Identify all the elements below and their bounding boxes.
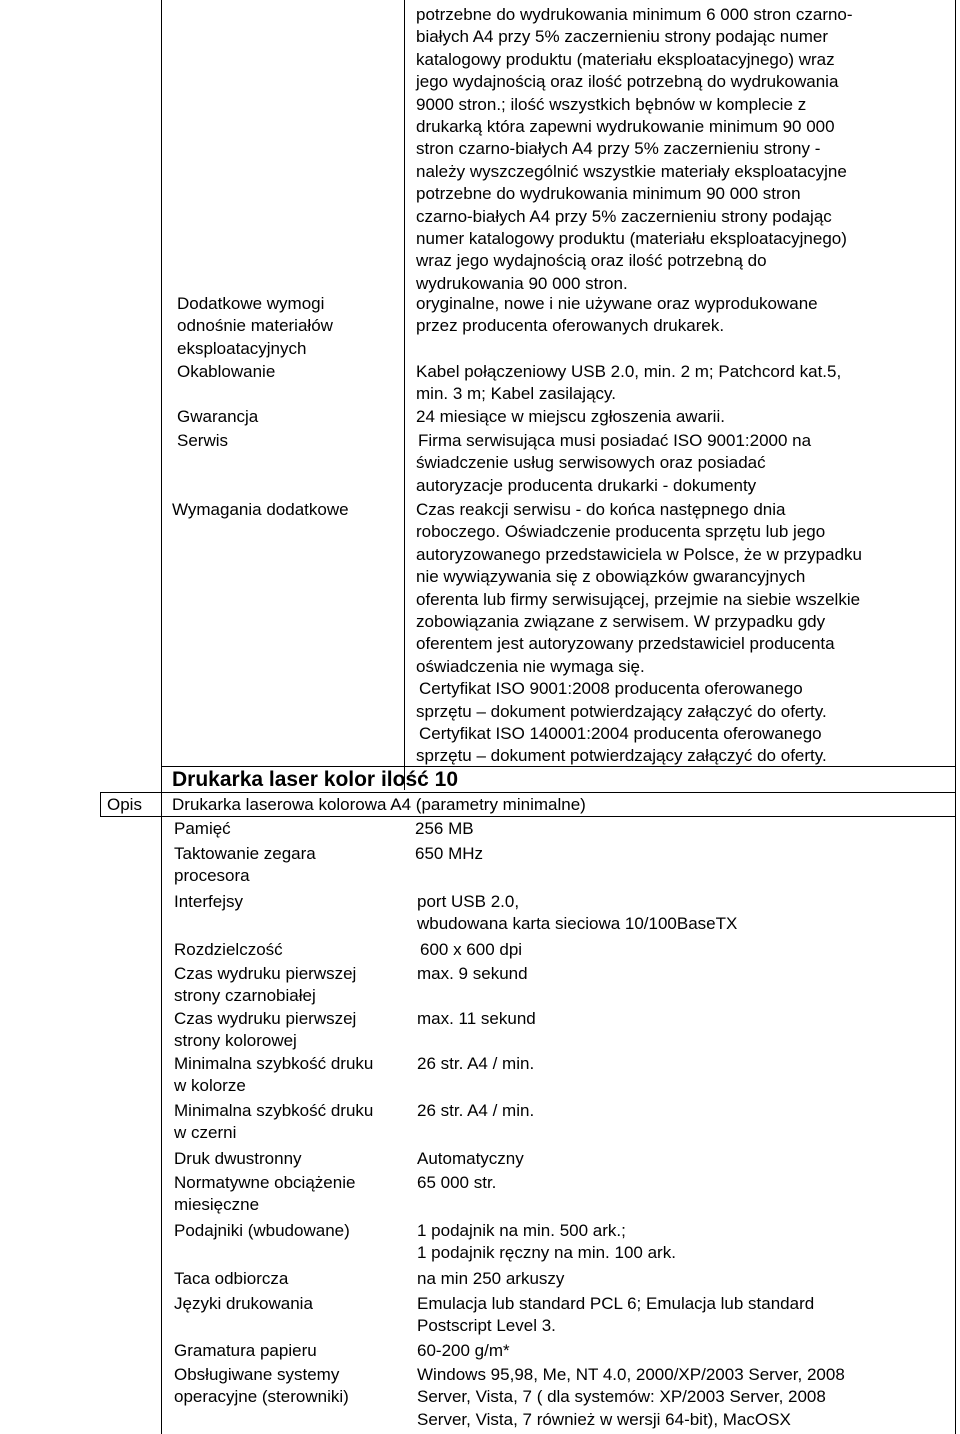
row-label-wymagania-dodatkowe — [172, 499, 349, 521]
row-value-wymagania-dodatkowe — [416, 499, 862, 768]
text-line: na min 250 arkuszy — [417, 1269, 565, 1288]
text-line: 600 x 600 dpi — [420, 940, 523, 959]
spec-value-szybkosc-kolor — [417, 1053, 534, 1075]
text-line: 1 podajnik na min. 500 ark.; — [417, 1221, 626, 1240]
text-line: Okablowanie — [177, 362, 276, 381]
text-line: 24 miesiące w miejscu zgłoszenia awarii. — [416, 407, 725, 426]
row-label-okablowanie — [177, 361, 275, 383]
text-line: Języki drukowania — [174, 1294, 313, 1313]
row-value-okablowanie — [416, 361, 841, 406]
text-line: autoryzacje producenta drukarki - dokumenty — [416, 475, 757, 495]
spec-label-czas-kolorowej — [174, 1008, 356, 1053]
table-column-divider — [404, 0, 405, 790]
text-line: Pamięć — [174, 819, 231, 838]
text-line: świadczenie usług serwisowych oraz posiadać — [416, 453, 766, 473]
spec-value-taca — [417, 1268, 564, 1290]
text-line: sprzętu – dokument potwierdzający załączyć do oferty. — [416, 746, 827, 766]
spec-value-jezyki — [417, 1293, 814, 1338]
table-left-border — [161, 0, 162, 1434]
text-line: 65 000 str. — [417, 1173, 497, 1192]
text-line: katalogowy produktu (materiału eksploatacyjnego) wraz — [416, 49, 835, 69]
text-line: oświadczenia nie wymaga się. — [416, 656, 645, 676]
text-line: port USB 2.0, — [417, 892, 520, 911]
spec-label-gramatura — [174, 1340, 317, 1362]
text-line: 1 podajnik ręczny na min. 100 ark. — [417, 1243, 676, 1263]
spec-value-systemy — [417, 1364, 845, 1431]
text-line: potrzebne do wydrukowania minimum 6 000 stron czarno- — [416, 5, 853, 24]
text-line: Certyfikat ISO 140001:2004 producenta oferowanego — [419, 724, 822, 744]
text-line: sprzętu – dokument potwierdzający załączyć do oferty. — [416, 701, 827, 721]
spec-value-podajniki — [417, 1220, 676, 1265]
text-line: Normatywne obciążenie — [174, 1173, 356, 1192]
text-line: Kabel połączeniowy USB 2.0, min. 2 m; Patchcord kat.5, — [416, 362, 842, 381]
text-line: białych A4 przy 5% zaczernieniu strony podając numer — [416, 27, 828, 47]
spec-value-interfejsy — [417, 891, 737, 936]
text-line: Automatyczny — [417, 1149, 524, 1168]
text-line: 9000 stron.; ilość wszystkich bębnów w komplecie z — [416, 94, 807, 114]
text-line: Podajniki (wbudowane) — [174, 1221, 350, 1240]
spec-label-szybkosc-kolor — [174, 1053, 406, 1098]
spec-label-interfejsy — [174, 891, 243, 913]
text-line: Czas reakcji serwisu - do końca następnego dnia — [416, 500, 786, 519]
text-line: czarno-białych A4 przy 5% zaczernieniu strony podając — [416, 206, 832, 226]
text-line: Minimalna szybkość druku — [174, 1054, 374, 1073]
text-line: Wymagania dodatkowe — [172, 500, 349, 519]
text-line: odnośnie materiałów — [177, 316, 333, 336]
text-line: drukarką która zapewni wydrukowanie minimum 90 000 — [416, 117, 835, 137]
text-line: oferenta lub firmy serwisującej, przejmie na siebie wszelkie — [416, 589, 861, 609]
text-line: jego wydajnością oraz ilość potrzebną do wydrukowania — [416, 72, 839, 92]
spec-label-szybkosc-czern — [174, 1100, 406, 1145]
text-line: wraz jego wydajnością oraz ilość potrzebną do — [416, 251, 767, 271]
row-value-gwarancja — [416, 406, 725, 428]
opis-label: Opis — [107, 795, 142, 814]
opis-left-border — [100, 792, 101, 816]
section-heading: Drukarka laser kolor ilość 10 — [172, 768, 458, 791]
text-line: Taca odbiorcza — [174, 1269, 289, 1288]
text-line: Server, Vista, 7 również w wersji 64-bit), MacOSX — [417, 1409, 791, 1429]
text-line: w czerni — [174, 1123, 237, 1143]
spec-value-gramatura — [417, 1340, 510, 1362]
text-line: Rozdzielczość — [174, 940, 283, 959]
text-line: autoryzowanego przedstawiciela w Polsce, że w przypadku — [416, 544, 863, 564]
text-line: Certyfikat ISO 9001:2008 producenta oferowanego — [419, 679, 803, 699]
text-line: Druk dwustronny — [174, 1149, 302, 1168]
text-line: 60-200 g/m* — [417, 1341, 510, 1360]
text-line: Czas wydruku pierwszej — [174, 1009, 357, 1028]
continuation-text — [416, 4, 946, 295]
text-line: potrzebne do wydrukowania minimum 90 000 stron — [416, 184, 801, 204]
opis-value: Drukarka laserowa kolorowa A4 (parametry minimalne) — [172, 795, 586, 814]
text-line: eksploatacyjnych — [177, 338, 307, 358]
spec-label-druk-dwustronny — [174, 1148, 302, 1170]
text-line: Interfejsy — [174, 892, 243, 911]
row-label-dodatkowe-wymogi — [177, 293, 333, 360]
spec-label-systemy — [174, 1364, 349, 1409]
spec-label-taktowanie — [174, 843, 316, 888]
text-line: 26 str. A4 / min. — [417, 1054, 535, 1073]
text-line: Postscript Level 3. — [417, 1316, 556, 1336]
text-line: oryginalne, nowe i nie używane oraz wyprodukowane — [416, 294, 818, 313]
text-line: Emulacja lub standard PCL 6; Emulacja lub standard — [417, 1294, 815, 1313]
text-line: Windows 95,98, Me, NT 4.0, 2000/XP/2003 Server, 2008 — [417, 1365, 845, 1384]
spec-value-szybkosc-czern — [417, 1100, 534, 1122]
text-line: należy wyszczególnić wszystkie materiały eksploatacyjne — [416, 161, 847, 181]
text-line: Minimalna szybkość druku — [174, 1101, 374, 1120]
text-line: oferentem jest autoryzowany przedstawiciel producenta — [416, 634, 835, 654]
spec-value-taktowanie — [415, 843, 483, 865]
text-line: nie wywiązywania się z obowiązków gwarancyjnych — [416, 567, 806, 587]
text-line: Taktowanie zegara — [174, 844, 316, 863]
spec-value-obciazenie — [417, 1172, 496, 1194]
text-line: przez producenta oferowanych drukarek. — [416, 316, 725, 336]
text-line: w kolorze — [174, 1076, 246, 1096]
spec-label-taca — [174, 1268, 288, 1290]
text-line: roboczego. Oświadczenie producenta sprzętu lub jego — [416, 522, 826, 542]
text-line: Server, Vista, 7 ( dla systemów: XP/2003 Server, 2008 — [417, 1387, 826, 1407]
text-line: max. 9 sekund — [417, 964, 528, 983]
text-line: 256 MB — [415, 819, 474, 838]
text-line: strony kolorowej — [174, 1031, 297, 1051]
row-value-dodatkowe-wymogi — [416, 293, 818, 338]
text-line: Firma serwisująca musi posiadać ISO 9001:2000 na — [418, 431, 812, 450]
row-label-gwarancja — [177, 406, 258, 428]
text-line: Serwis — [177, 431, 229, 450]
text-line: 26 str. A4 / min. — [417, 1101, 535, 1120]
text-line: Gwarancja — [177, 407, 259, 426]
row-value-serwis — [416, 430, 811, 497]
table-right-border — [955, 0, 956, 1434]
text-line: Dodatkowe wymogi — [177, 294, 325, 313]
text-line: min. 3 m; Kabel zasilający. — [416, 384, 616, 404]
spec-label-pamiec — [174, 818, 231, 840]
spec-value-pamiec — [415, 818, 474, 840]
text-line: zobowiązania związane z serwisem. W przypadku gdy — [416, 612, 826, 632]
spec-value-rozdzielczosc — [420, 939, 522, 961]
text-line: wydrukowania 90 000 stron. — [416, 273, 628, 293]
spec-value-czas-kolorowej — [417, 1008, 536, 1030]
text-line: stron czarno-białych A4 przy 5% zaczernieniu strony - — [416, 139, 821, 159]
spec-label-czas-czarnobialej — [174, 963, 356, 1008]
text-line: operacyjne (sterowniki) — [174, 1387, 349, 1407]
text-line: procesora — [174, 866, 250, 886]
text-line: Czas wydruku pierwszej — [174, 964, 357, 983]
spec-label-rozdzielczosc — [174, 939, 283, 961]
text-line: 650 MHz — [415, 844, 484, 863]
text-line: wbudowana karta sieciowa 10/100BaseTX — [417, 914, 738, 934]
row-label-serwis — [177, 430, 228, 452]
text-line: miesięczne — [174, 1195, 260, 1215]
text-line: Gramatura papieru — [174, 1341, 317, 1360]
spec-label-podajniki — [174, 1220, 350, 1242]
spec-label-jezyki — [174, 1293, 313, 1315]
spec-label-obciazenie — [174, 1172, 355, 1217]
text-line: max. 11 sekund — [417, 1009, 536, 1028]
text-line: numer katalogowy produktu (materiału eksploatacyjnego) — [416, 229, 847, 249]
text-line: Obsługiwane systemy — [174, 1365, 340, 1384]
spec-value-czas-czarnobialej — [417, 963, 528, 985]
spec-value-druk-dwustronny — [417, 1148, 524, 1170]
text-line: strony czarnobiałej — [174, 986, 316, 1006]
